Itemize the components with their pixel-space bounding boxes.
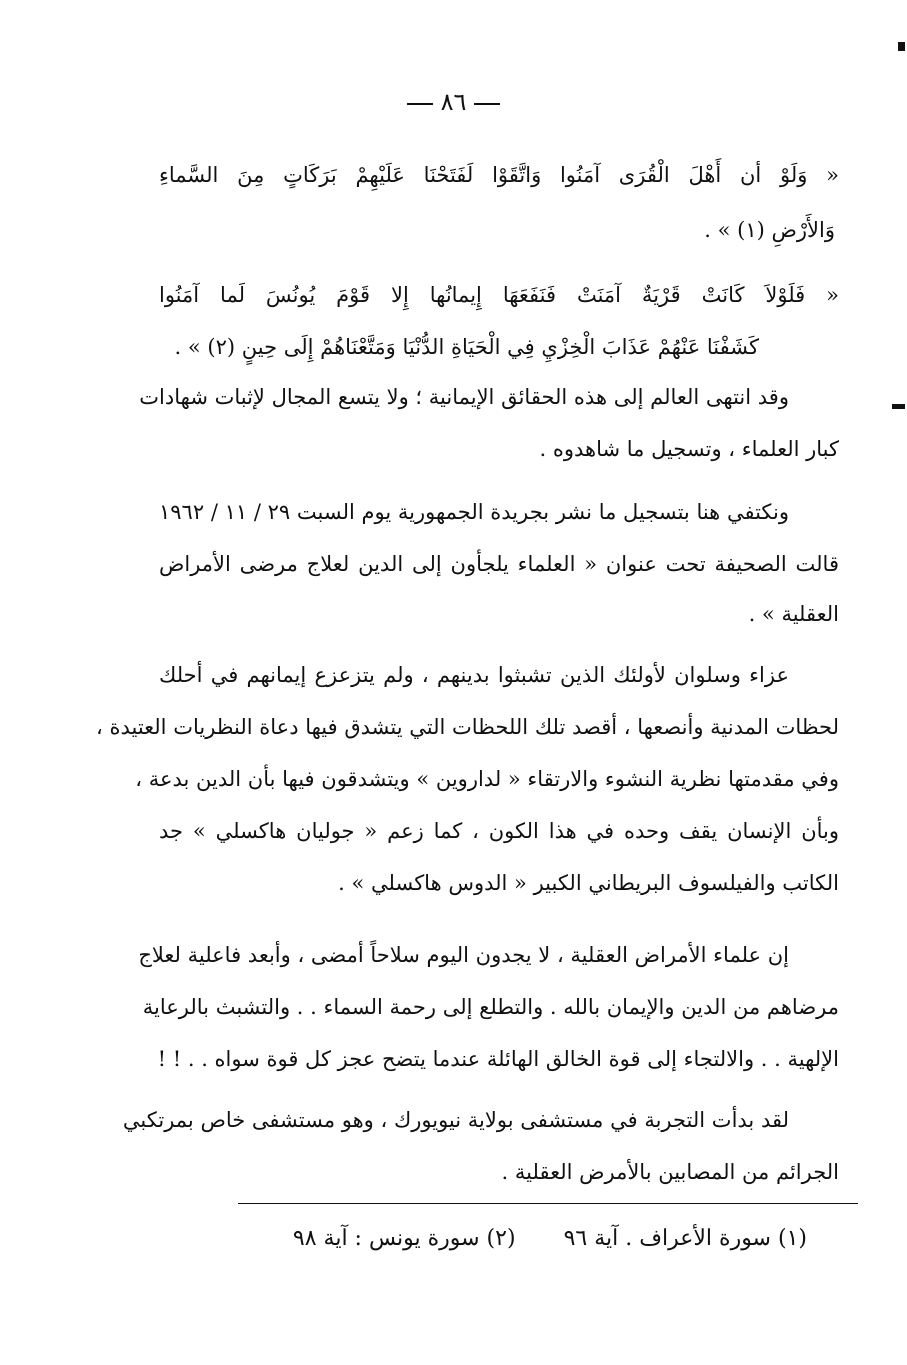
body-paragraph-2 [159,497,839,629]
text-line: لحظات المدنية وأنصعها ، أقصد تلك اللحظات التي يتشدق فيها دعاة النظريات العتيدة ، [96,715,839,739]
page-number-dash-left [407,103,433,105]
text-line: وفي مقدمتها نظرية النشوء والارتقاء « لداروين » ويتشدقون فيها بأن الدين بدعة ، [135,767,839,791]
text-line: لقد بدأت التجربة في مستشفى بولاية نيويورك ، وهو مستشفى خاص بمرتكبي [122,1108,789,1132]
verse-paragraph-1 [159,160,839,245]
text-line: وَالأَرْضِ (١) » . [704,218,835,242]
text-line: العقلية » . [748,602,839,626]
page-number-dash-right [474,103,500,105]
text-line: كَشَفْنَا عَنْهُمْ عَذَابَ الْخِزْيِ فِي الْحَيَاةِ الدُّنْيَا وَمَتَّعْنَاهُمْ إِلَى حِينٍ (٢) » . [174,335,759,359]
footnote-2: (٢) سورة يونس : آية ٩٨ [292,1226,516,1251]
text-line: « وَلَوْ أن أَهْلَ الْقُرَى آمَنُوا وَاتَّقَوْا لَفَتَحْنَا عَلَيْهِمْ بَرَكَاتٍ مِنَ السَّماءِ [159,163,839,187]
footnotes [245,1222,807,1256]
text-line: قالت الصحيفة تحت عنوان « العلماء يلجأون إلى الدين لعلاج مرضى الأمراض [159,552,839,576]
footnote-1: (١) سورة الأعراف . آية ٩٦ [563,1226,807,1251]
text-line: ونكتفي هنا بتسجيل ما نشر بجريدة الجمهورية يوم السبت ٢٩ / ١١ / ١٩٦٢ [159,500,789,524]
body-paragraph-3 [96,660,839,898]
text-line: الإلهية . . والالتجاء إلى قوة الخالق الهائلة عندما يتضح عجز كل قوة سواه . . ! ! [157,1047,839,1071]
text-line: وبأن الإنسان يقف وحده في هذا الكون ، كما زعم « جوليان هاكسلي » جد [159,819,839,843]
page-number-text: ٨٦ [440,88,467,116]
text-line: الكاتب والفيلسوف البريطاني الكبير « الدوس هاكسلي » . [338,871,839,895]
text-line: وقد انتهى العالم إلى هذه الحقائق الإيمانية ؛ ولا يتسع المجال لإثبات شهادات [139,385,789,409]
text-line: إن علماء الأمراض العقلية ، لا يجدون اليوم سلاحاً أمضى ، وأبعد فاعلية لعلاج [138,943,789,967]
body-paragraph-4 [138,940,839,1074]
text-line: مرضاهم من الدين والإيمان بالله . والتطلع إلى رحمة السماء . . والتشبث بالرعاية [142,995,839,1019]
verse-paragraph-2 [159,280,839,362]
body-paragraph-5 [122,1105,839,1187]
footnote-divider [238,1203,858,1204]
scan-margin-mark-top [898,42,905,51]
text-line: كبار العلماء ، وتسجيل ما شاهدوه . [539,437,839,461]
text-line: « فَلَوْلاَ كَانَتْ قَرْيَةٌ آمَنَتْ فَنَفَعَهَا إِيمانُها إِلا قَوْمَ يُونُسَ لَما آمَنُوا [159,283,839,307]
text-line: الجرائم من المصابين بالأمرض العقلية . [501,1160,839,1184]
text-line: عزاء وسلوان لأولئك الذين تشبثوا بدينهم ، ولم يتزعزع إيمانهم في أحلك [159,663,789,687]
page-number [0,88,907,116]
body-paragraph-1 [139,382,839,464]
scan-margin-mark-middle [892,404,905,409]
